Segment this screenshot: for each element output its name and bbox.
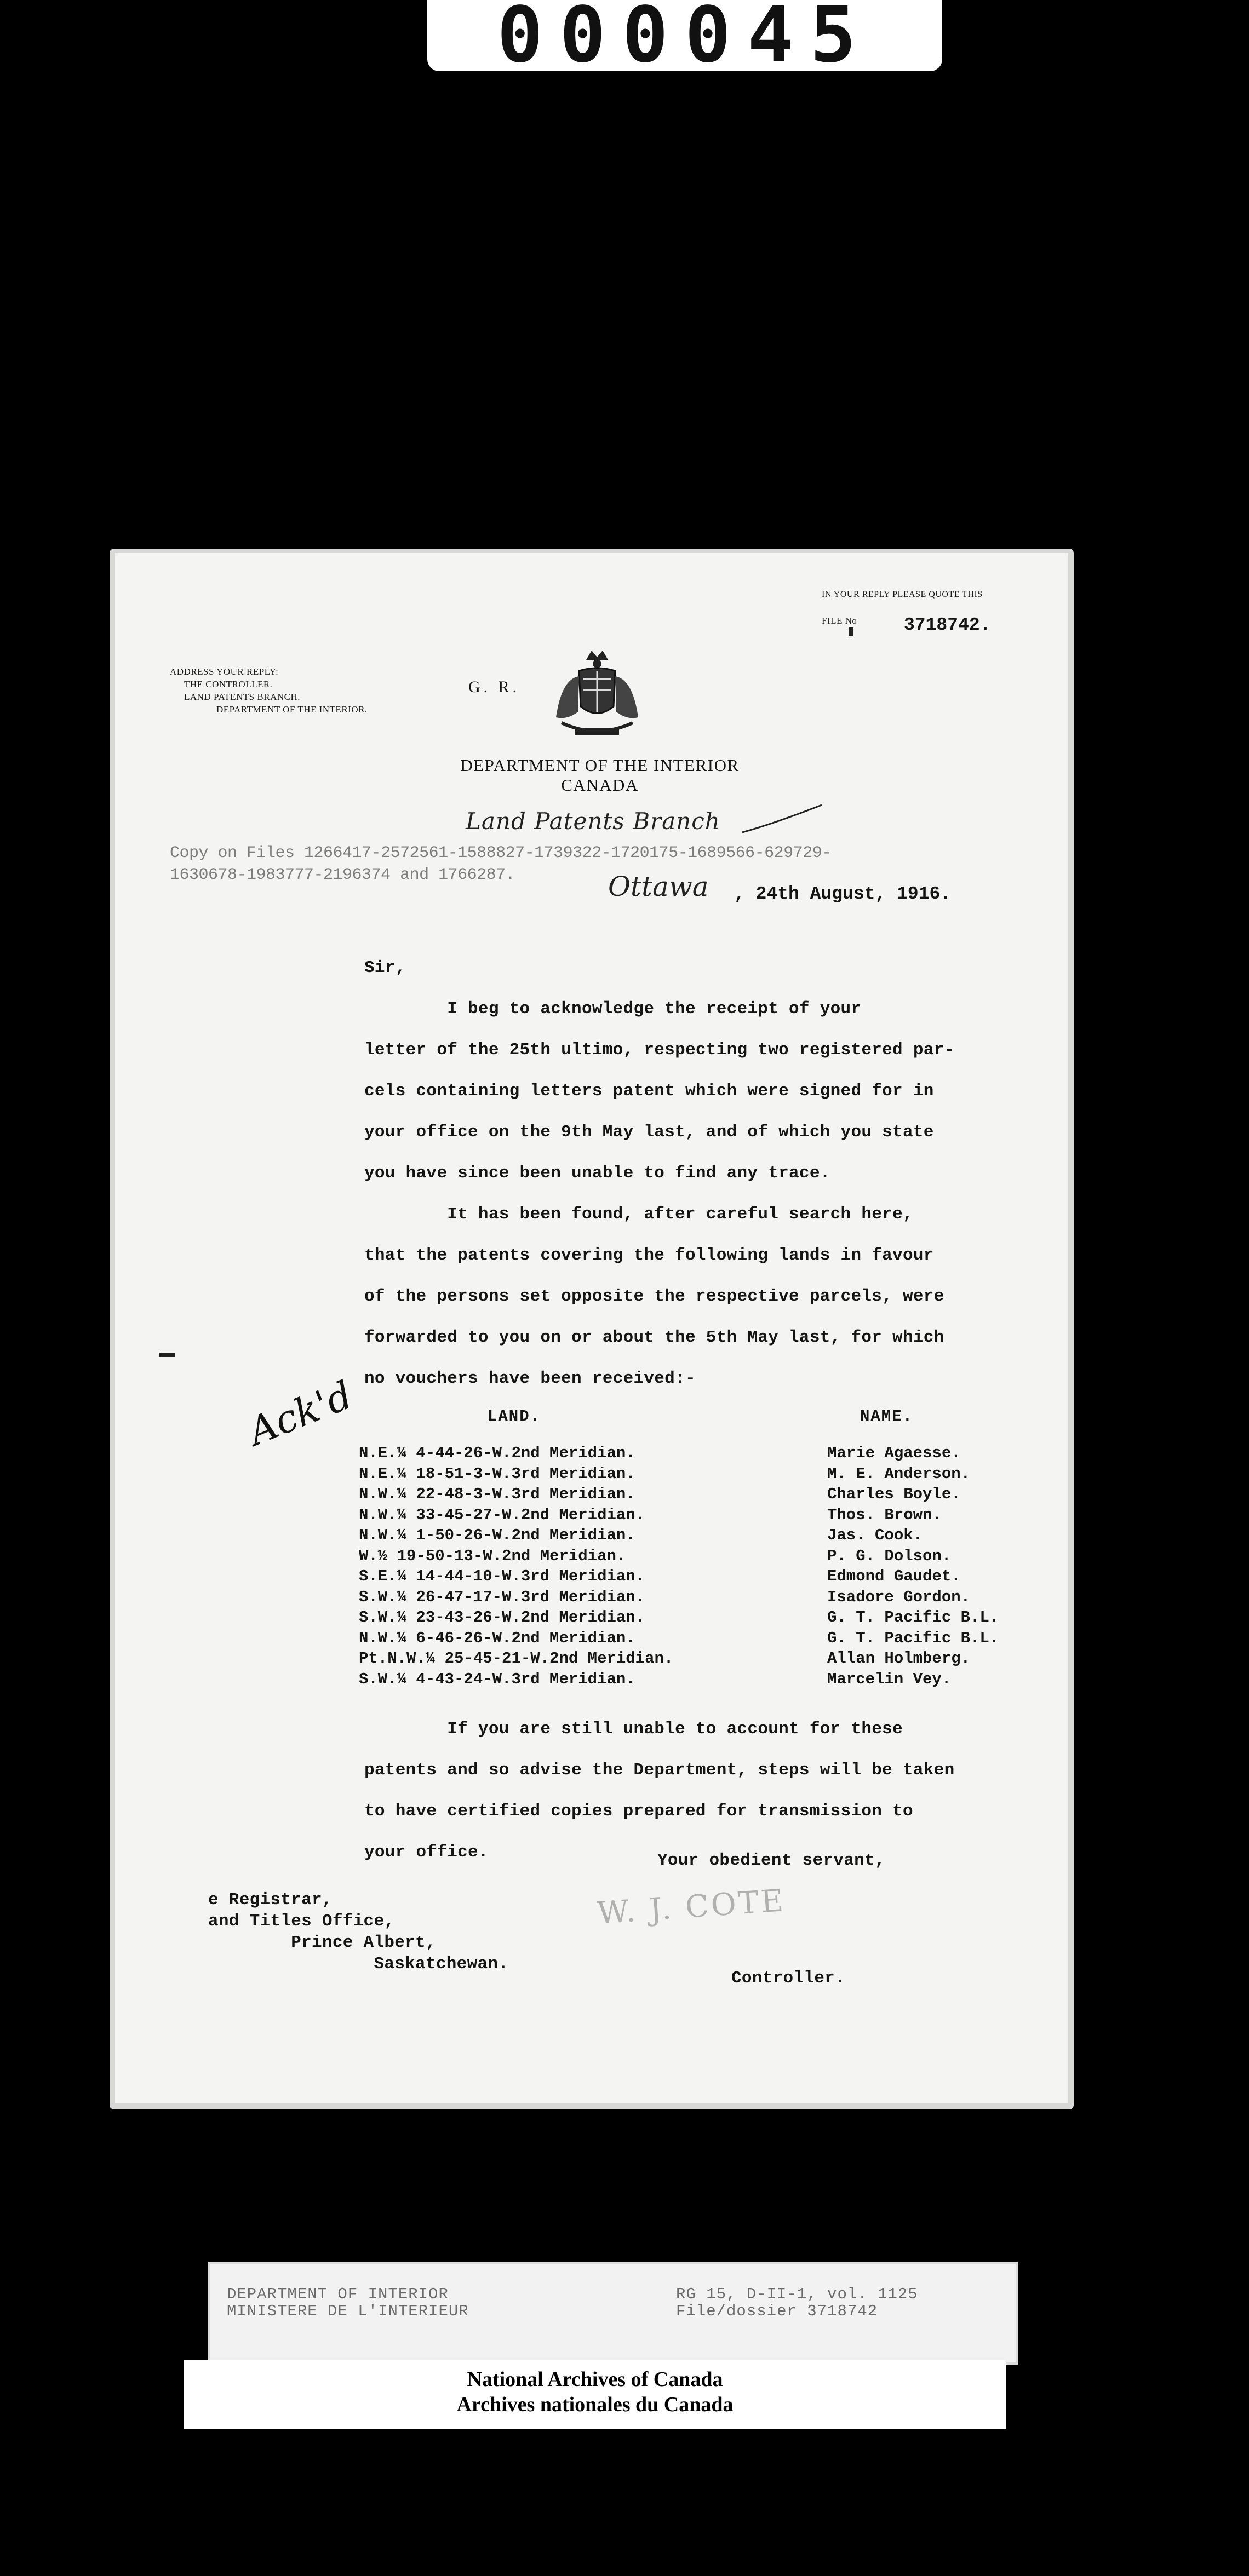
- name-entry: Jas. Cook.: [827, 1526, 923, 1544]
- archive-reference-label: [208, 2262, 1018, 2365]
- text-line: If you are still unable to account for these: [364, 1720, 903, 1739]
- name-entry: Charles Boyle.: [827, 1485, 961, 1503]
- land-entry: S.E.¼ 14-44-10-W.3rd Meridian.: [359, 1567, 645, 1585]
- paper-mark: [159, 1353, 175, 1357]
- name-entry: Allan Holmberg.: [827, 1649, 971, 1668]
- text-line: I beg to acknowledge the receipt of your: [364, 999, 862, 1019]
- paragraph-3: [364, 1709, 954, 1873]
- land-entry: N.E.¼ 18-51-3-W.3rd Meridian.: [359, 1464, 635, 1483]
- address-block: [170, 665, 368, 716]
- address-line: LAND PATENTS BRANCH.: [184, 692, 300, 702]
- department-line: DEPARTMENT OF THE INTERIOR: [460, 756, 740, 775]
- addressee-line: e Registrar,: [208, 1890, 333, 1910]
- paragraph-1: [364, 988, 954, 1194]
- addressee-line: and Titles Office,: [208, 1912, 395, 1931]
- land-column-header: LAND.: [488, 1407, 541, 1425]
- royal-cipher: G. R.: [468, 678, 520, 696]
- archive-line: RG 15, D-II-1, vol. 1125: [676, 2285, 918, 2303]
- name-list: [827, 1443, 999, 1689]
- name-entry: Isadore Gordon.: [827, 1588, 971, 1606]
- text-line: cels containing letters patent which were signed for in: [364, 1082, 934, 1101]
- name-entry: G. T. Pacific B.L.: [827, 1629, 999, 1647]
- paragraph-2: [364, 1194, 944, 1399]
- branch-flourish-icon: [740, 802, 827, 835]
- land-entry: N.W.¼ 1-50-26-W.2nd Meridian.: [359, 1526, 635, 1544]
- name-entry: Edmond Gaudet.: [827, 1567, 961, 1585]
- name-entry: Marie Agaesse.: [827, 1444, 961, 1462]
- land-entry: Pt.N.W.¼ 25-45-21-W.2nd Meridian.: [359, 1649, 674, 1668]
- letter-page: [115, 553, 1068, 2103]
- nac-line-english: National Archives of Canada: [467, 2368, 723, 2391]
- land-entry: N.W.¼ 22-48-3-W.3rd Meridian.: [359, 1485, 635, 1503]
- address-line: ADDRESS YOUR REPLY:: [170, 666, 279, 677]
- copy-files-line: 1630678-1983777-2196374 and 1766287.: [170, 866, 515, 884]
- land-entry: N.W.¼ 33-45-27-W.2nd Meridian.: [359, 1505, 645, 1524]
- land-entry: N.E.¼ 4-44-26-W.2nd Meridian.: [359, 1444, 635, 1462]
- text-line: to have certified copies prepared for transmission to: [364, 1802, 913, 1821]
- text-line: letter of the 25th ultimo, respecting two registered par-: [364, 1040, 955, 1060]
- frame-number: 000045: [427, 0, 942, 71]
- file-no-label: FILE No: [822, 616, 857, 626]
- text-line: you have since been unable to find any trace.: [364, 1164, 830, 1183]
- letter-date: , 24th August, 1916.: [734, 884, 952, 904]
- text-line: no vouchers have been received:-: [364, 1369, 696, 1388]
- city-name: Ottawa: [608, 871, 709, 902]
- department-name: [422, 756, 778, 795]
- land-entry: S.W.¼ 4-43-24-W.3rd Meridian.: [359, 1670, 635, 1688]
- addressee-block: [208, 1889, 508, 1975]
- name-entry: G. T. Pacific B.L.: [827, 1608, 999, 1626]
- handwritten-note: Ack'd: [242, 1372, 359, 1454]
- coat-of-arms-icon: [545, 646, 649, 745]
- reply-note-line: IN YOUR REPLY PLEASE QUOTE THIS: [822, 590, 983, 599]
- text-line: of the persons set opposite the respective parcels, were: [364, 1287, 944, 1306]
- branch-name: Land Patents Branch: [466, 808, 720, 835]
- reply-note: [822, 589, 986, 601]
- archive-line: File/dossier 3718742: [676, 2302, 878, 2320]
- text-line: your office.: [364, 1843, 489, 1862]
- land-entry: S.W.¼ 26-47-17-W.3rd Meridian.: [359, 1588, 645, 1606]
- file-number: 3718742.: [904, 615, 991, 635]
- address-line: THE CONTROLLER.: [184, 679, 273, 689]
- text-line: forwarded to you on or about the 5th May last, for which: [364, 1328, 944, 1347]
- name-column-header: NAME.: [860, 1407, 914, 1425]
- name-entry: M. E. Anderson.: [827, 1464, 971, 1483]
- nac-line-french: Archives nationales du Canada: [456, 2393, 734, 2416]
- addressee-line: Prince Albert,: [208, 1933, 436, 1952]
- signature-stamp: W. J. COTE: [596, 1883, 787, 1931]
- land-entry: W.½ 19-50-13-W.2nd Meridian.: [359, 1546, 626, 1565]
- text-line: patents and so advise the Department, steps will be taken: [364, 1761, 955, 1780]
- address-line: DEPARTMENT OF THE INTERIOR.: [216, 704, 368, 715]
- name-entry: P. G. Dolson.: [827, 1546, 952, 1565]
- national-archives-label: [184, 2360, 1006, 2429]
- country-line: CANADA: [561, 775, 639, 795]
- signature-title: Controller.: [731, 1969, 845, 1988]
- addressee-line: Saskatchewan.: [208, 1954, 509, 1974]
- text-line: that the patents covering the following lands in favour: [364, 1246, 934, 1265]
- copy-on-files: [170, 842, 832, 886]
- archive-reference: [676, 2286, 918, 2320]
- archive-line: MINISTERE DE L'INTERIEUR: [227, 2302, 469, 2320]
- name-entry: Marcelin Vey.: [827, 1670, 952, 1688]
- name-entry: Thos. Brown.: [827, 1505, 942, 1524]
- land-entry: S.W.¼ 23-43-26-W.2nd Meridian.: [359, 1608, 645, 1626]
- closing: Your obedient servant,: [657, 1851, 885, 1870]
- land-list: [359, 1443, 673, 1689]
- land-entry: N.W.¼ 6-46-26-W.2nd Meridian.: [359, 1629, 635, 1647]
- copy-files-line: Copy on Files 1266417-2572561-1588827-1739322-1720175-1689566-629729-: [170, 844, 832, 863]
- archive-line: DEPARTMENT OF INTERIOR: [227, 2285, 449, 2303]
- text-line: your office on the 9th May last, and of which you state: [364, 1123, 934, 1142]
- text-line: It has been found, after careful search here,: [364, 1205, 913, 1224]
- archive-department: [227, 2286, 469, 2320]
- paper-mark: [849, 627, 853, 636]
- salutation: Sir,: [364, 958, 406, 978]
